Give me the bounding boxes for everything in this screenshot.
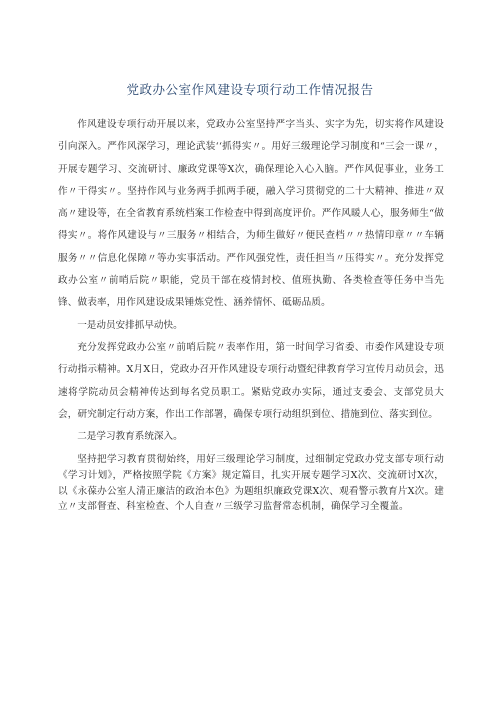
intro-paragraph: 作风建设专项行动开展以来，党政办公室坚持严字当头、实字为先，切实将作风建设引向深入。严作风深学习，理论武装‘‘抓得实〃。用好三级理论学习制度和“三会一课〃，开展专题学习、交流研讨、廉政党课等X次，确保理论入心入脑。严作风促事业，业务工作〃干得实〃。坚持作风与业务两手抓两手硬，融入学习贯彻党的二十大精神、推进〃双高〃建设等，在全省教育系统档案工作检查中得到高度评价。严作风暖人心，服务师生“做得实〃。将作风建设与〃三服务〃相结合，为师生做好〃便民查档〃〃热情印章〃〃车辆服务〃〃信息化保障〃等办实事活动。严作风强党性，责任担当〃压得实〃。充分发挥党政办公室〃前哨后院〃职能，党员干部在疫情封校、值班执勤、各类检查等任务中当先锋、做表率，用作风建设成果锤炼党性、涵养情怀、砥砺品质。 (58, 119, 444, 309)
document-body (58, 114, 444, 515)
document-title: 党政办公室作风建设专项行动工作情况报告 (126, 82, 374, 97)
section-1-paragraph: 充分发挥党政办公室〃前哨后院〃表率作用，第一时间学习省委、市委作风建设专项行动指示精神。X月X日，党政办召开作风建设专项行动暨纪律教育学习宣传月动员会，迅速将学院动员会精神传达到每名党员职工。紧贴党政办实际，通过支委会、支部党员大会，研究制定行动方案，作出工作部署，确保专项行动组织到位、措施到位、落实到位。 (58, 341, 444, 420)
section-2-heading: 二是学习教育系统深入。 (77, 431, 183, 443)
section-1-heading: 一是动员安排抓早动快。 (77, 319, 183, 331)
section-2-paragraph: 坚持把学习教育贯彻始终，用好三级理论学习制度，过细制定党政办党支部专项行动《学习计划》，严格按照学院《方案》规定篇目，扎实开展专题学习X次、交流研讨X次，以《永葆办公室人清正廉洁的政治本色》为题组织廉政党课X次、观看警示教育片X次。建立〃支部督查、科室检查、个人自查〃三级学习监督常态机制，确保学习全覆盖。 (58, 454, 444, 513)
